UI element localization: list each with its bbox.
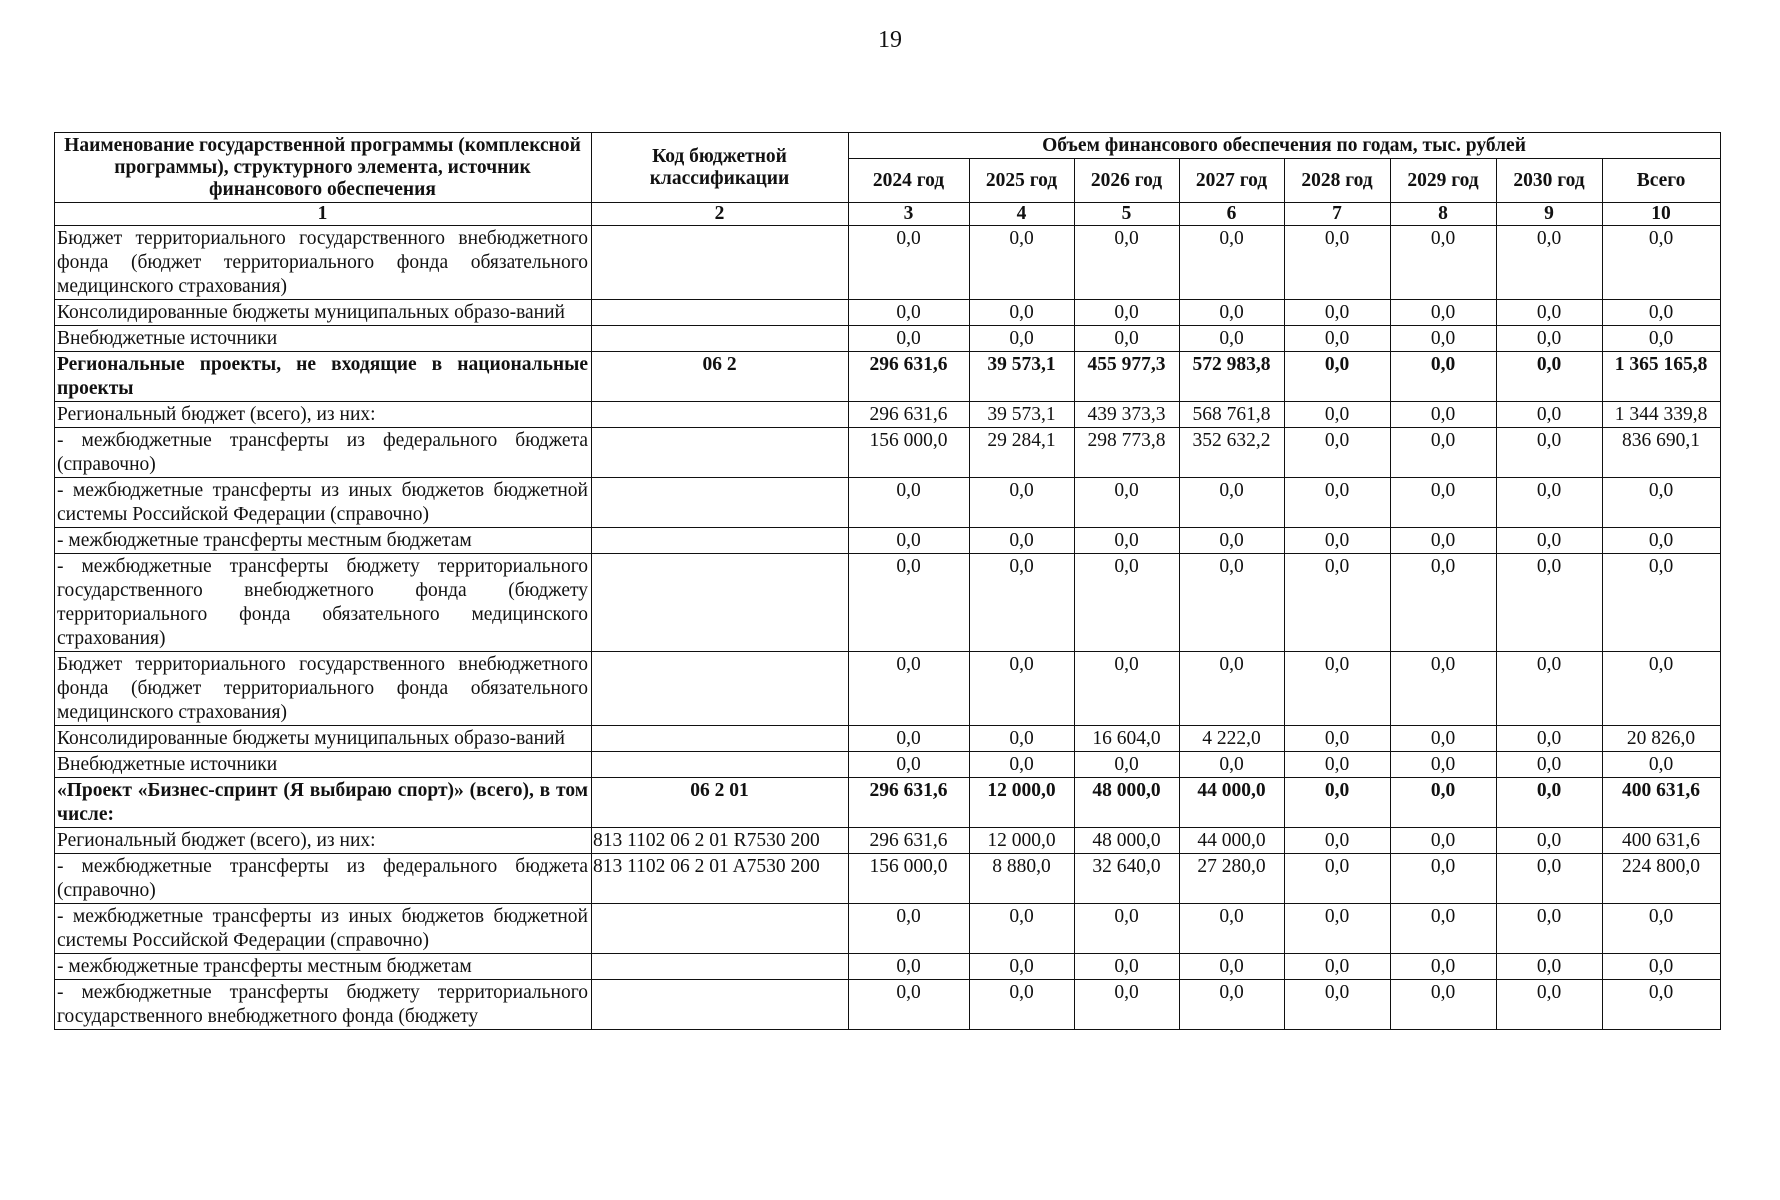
row-code: 06 2 01 (592, 778, 849, 828)
row-value: 0,0 (1391, 226, 1497, 300)
row-value: 0,0 (970, 554, 1075, 652)
row-value: 0,0 (1497, 778, 1603, 828)
header-year-2028: 2028 год (1285, 159, 1391, 203)
row-total: 1 365 165,8 (1603, 352, 1721, 402)
row-value: 39 573,1 (970, 402, 1075, 428)
row-value: 0,0 (849, 226, 970, 300)
row-value: 0,0 (1497, 402, 1603, 428)
row-value: 156 000,0 (849, 428, 970, 478)
column-number: 6 (1180, 203, 1285, 226)
row-value: 0,0 (1285, 352, 1391, 402)
row-value: 0,0 (1285, 854, 1391, 904)
row-name: Бюджет территориального государственного внебюджетного фонда (бюджет территориального фонда обязательного медицинского страхования) (55, 226, 592, 300)
row-name: - межбюджетные трансферты из федерального бюджета (справочно) (55, 428, 592, 478)
row-value: 12 000,0 (970, 828, 1075, 854)
row-value: 0,0 (1391, 300, 1497, 326)
row-value: 0,0 (1497, 428, 1603, 478)
table-row (55, 652, 1721, 726)
row-value: 0,0 (1075, 954, 1180, 980)
header-year-2026: 2026 год (1075, 159, 1180, 203)
row-value: 29 284,1 (970, 428, 1075, 478)
row-name: «Проект «Бизнес-спринт (Я выбираю спорт)» (всего), в том числе: (55, 778, 592, 828)
row-code (592, 554, 849, 652)
row-value: 0,0 (1497, 226, 1603, 300)
header-year-2027: 2027 год (1180, 159, 1285, 203)
row-value: 0,0 (1285, 428, 1391, 478)
row-code (592, 980, 849, 1030)
row-value: 0,0 (1285, 778, 1391, 828)
row-value: 39 573,1 (970, 352, 1075, 402)
row-value: 44 000,0 (1180, 828, 1285, 854)
row-value: 0,0 (1285, 478, 1391, 528)
row-value: 0,0 (970, 726, 1075, 752)
header-name: Наименование государственной программы (комплексной программы), структурного элемента, источник финансового обеспечения (55, 133, 592, 203)
column-number: 4 (970, 203, 1075, 226)
row-code (592, 326, 849, 352)
row-value: 298 773,8 (1075, 428, 1180, 478)
row-value: 0,0 (1497, 554, 1603, 652)
row-value: 0,0 (970, 326, 1075, 352)
row-value: 0,0 (1391, 980, 1497, 1030)
row-value: 0,0 (1075, 326, 1180, 352)
table-row (55, 352, 1721, 402)
column-number: 2 (592, 203, 849, 226)
row-total: 400 631,6 (1603, 828, 1721, 854)
row-name: Региональный бюджет (всего), из них: (55, 828, 592, 854)
table-row (55, 478, 1721, 528)
row-value: 0,0 (1075, 226, 1180, 300)
table-row (55, 752, 1721, 778)
row-value: 0,0 (1391, 352, 1497, 402)
row-value: 0,0 (1497, 954, 1603, 980)
header-volume: Объем финансового обеспечения по годам, тыс. рублей (849, 133, 1721, 159)
row-code (592, 226, 849, 300)
row-total: 0,0 (1603, 954, 1721, 980)
row-value: 0,0 (1285, 904, 1391, 954)
column-number: 9 (1497, 203, 1603, 226)
row-total: 0,0 (1603, 904, 1721, 954)
table-row (55, 980, 1721, 1030)
row-value: 0,0 (1497, 352, 1603, 402)
row-code (592, 726, 849, 752)
row-value: 0,0 (1497, 478, 1603, 528)
header-year-2024: 2024 год (849, 159, 970, 203)
row-value: 0,0 (1075, 980, 1180, 1030)
row-name: Внебюджетные источники (55, 326, 592, 352)
row-value: 0,0 (1285, 554, 1391, 652)
row-value: 0,0 (849, 904, 970, 954)
row-value: 0,0 (1391, 778, 1497, 828)
row-value: 0,0 (1391, 554, 1497, 652)
row-value: 0,0 (1497, 726, 1603, 752)
row-value: 0,0 (1180, 904, 1285, 954)
row-value: 0,0 (1391, 904, 1497, 954)
column-number: 7 (1285, 203, 1391, 226)
row-name: Региональный бюджет (всего), из них: (55, 402, 592, 428)
row-value: 0,0 (970, 652, 1075, 726)
financing-table (54, 132, 1721, 1030)
row-name: Консолидированные бюджеты муниципальных образо-ваний (55, 300, 592, 326)
row-name: Региональные проекты, не входящие в национальные проекты (55, 352, 592, 402)
row-value: 0,0 (1285, 980, 1391, 1030)
table-row (55, 226, 1721, 300)
row-total: 0,0 (1603, 326, 1721, 352)
header-code: Код бюджетной классификации (592, 133, 849, 203)
row-value: 0,0 (1075, 652, 1180, 726)
row-code (592, 528, 849, 554)
row-value: 0,0 (849, 326, 970, 352)
row-value: 296 631,6 (849, 402, 970, 428)
row-value: 0,0 (1497, 854, 1603, 904)
row-total: 20 826,0 (1603, 726, 1721, 752)
row-value: 0,0 (1075, 528, 1180, 554)
column-number: 8 (1391, 203, 1497, 226)
row-code (592, 954, 849, 980)
row-code (592, 752, 849, 778)
row-value: 0,0 (849, 752, 970, 778)
row-value: 572 983,8 (1180, 352, 1285, 402)
row-value: 0,0 (1180, 326, 1285, 352)
table-row (55, 528, 1721, 554)
row-value: 0,0 (849, 726, 970, 752)
row-code (592, 904, 849, 954)
row-total: 0,0 (1603, 752, 1721, 778)
row-value: 0,0 (1391, 528, 1497, 554)
row-code (592, 652, 849, 726)
row-total: 0,0 (1603, 980, 1721, 1030)
row-code (592, 300, 849, 326)
column-number: 3 (849, 203, 970, 226)
row-code: 813 1102 06 2 01 R7530 200 (592, 828, 849, 854)
header-total: Всего (1603, 159, 1721, 203)
column-number-row (55, 203, 1721, 226)
header-year-2025: 2025 год (970, 159, 1075, 203)
row-total: 0,0 (1603, 554, 1721, 652)
row-value: 0,0 (1391, 402, 1497, 428)
page-number: 19 (878, 27, 902, 53)
row-name: - межбюджетные трансферты бюджету территориального государственного внебюджетного фонда (бюджету (55, 980, 592, 1030)
row-value: 0,0 (970, 752, 1075, 778)
row-code (592, 428, 849, 478)
column-number: 1 (55, 203, 592, 226)
row-name: - межбюджетные трансферты из иных бюджетов бюджетной системы Российской Федерации (справочно) (55, 904, 592, 954)
row-total: 400 631,6 (1603, 778, 1721, 828)
row-code: 06 2 (592, 352, 849, 402)
row-value: 0,0 (1075, 300, 1180, 326)
row-value: 0,0 (1285, 326, 1391, 352)
row-value: 0,0 (970, 226, 1075, 300)
row-value: 0,0 (1497, 652, 1603, 726)
row-value: 0,0 (1180, 528, 1285, 554)
row-value: 0,0 (1391, 478, 1497, 528)
row-value: 0,0 (849, 478, 970, 528)
row-value: 0,0 (1497, 752, 1603, 778)
row-value: 156 000,0 (849, 854, 970, 904)
row-code (592, 402, 849, 428)
row-total: 224 800,0 (1603, 854, 1721, 904)
row-total: 0,0 (1603, 300, 1721, 326)
row-value: 0,0 (849, 300, 970, 326)
row-value: 0,0 (849, 954, 970, 980)
row-value: 0,0 (1285, 300, 1391, 326)
row-code: 813 1102 06 2 01 A7530 200 (592, 854, 849, 904)
row-name: - межбюджетные трансферты бюджету территориального государственного внебюджетного фонда (бюджету территориального фонда обязательного медицинского страхования) (55, 554, 592, 652)
header-year-2029: 2029 год (1391, 159, 1497, 203)
row-total: 0,0 (1603, 528, 1721, 554)
row-value: 0,0 (1285, 828, 1391, 854)
row-total: 0,0 (1603, 478, 1721, 528)
row-value: 48 000,0 (1075, 778, 1180, 828)
column-number: 5 (1075, 203, 1180, 226)
table-row (55, 854, 1721, 904)
row-name: - межбюджетные трансферты местным бюджетам (55, 954, 592, 980)
row-total: 0,0 (1603, 652, 1721, 726)
row-value: 0,0 (849, 554, 970, 652)
row-value: 0,0 (1391, 854, 1497, 904)
row-value: 0,0 (1497, 980, 1603, 1030)
row-name: - межбюджетные трансферты из федерального бюджета (справочно) (55, 854, 592, 904)
row-value: 0,0 (970, 300, 1075, 326)
row-value: 0,0 (1285, 752, 1391, 778)
row-value: 32 640,0 (1075, 854, 1180, 904)
row-value: 296 631,6 (849, 778, 970, 828)
row-value: 8 880,0 (970, 854, 1075, 904)
row-name: Бюджет территориального государственного внебюджетного фонда (бюджет территориального фонда обязательного медицинского страхования) (55, 652, 592, 726)
row-value: 0,0 (849, 980, 970, 1030)
row-value: 0,0 (1391, 428, 1497, 478)
column-number: 10 (1603, 203, 1721, 226)
row-name: Консолидированные бюджеты муниципальных образо-ваний (55, 726, 592, 752)
table-row (55, 554, 1721, 652)
table-header (55, 133, 1721, 226)
table-row (55, 726, 1721, 752)
row-value: 0,0 (1391, 326, 1497, 352)
table-row (55, 428, 1721, 478)
table-body (55, 226, 1721, 1030)
row-value: 0,0 (970, 478, 1075, 528)
row-value: 0,0 (970, 954, 1075, 980)
row-value: 0,0 (1180, 300, 1285, 326)
row-value: 455 977,3 (1075, 352, 1180, 402)
row-value: 0,0 (1497, 326, 1603, 352)
table-row (55, 904, 1721, 954)
row-code (592, 478, 849, 528)
row-value: 296 631,6 (849, 828, 970, 854)
row-name: - межбюджетные трансферты местным бюджетам (55, 528, 592, 554)
row-value: 0,0 (1180, 652, 1285, 726)
row-value: 0,0 (1391, 652, 1497, 726)
row-value: 0,0 (1075, 554, 1180, 652)
table-row (55, 778, 1721, 828)
row-value: 48 000,0 (1075, 828, 1180, 854)
row-value: 0,0 (1391, 954, 1497, 980)
row-value: 0,0 (1285, 226, 1391, 300)
row-value: 0,0 (849, 652, 970, 726)
row-value: 439 373,3 (1075, 402, 1180, 428)
row-value: 0,0 (1180, 478, 1285, 528)
table-row (55, 300, 1721, 326)
row-value: 27 280,0 (1180, 854, 1285, 904)
row-value: 0,0 (1497, 904, 1603, 954)
row-value: 0,0 (1180, 554, 1285, 652)
row-value: 0,0 (1180, 980, 1285, 1030)
row-value: 352 632,2 (1180, 428, 1285, 478)
row-value: 0,0 (1391, 726, 1497, 752)
row-value: 0,0 (1285, 402, 1391, 428)
row-value: 4 222,0 (1180, 726, 1285, 752)
row-value: 0,0 (1285, 528, 1391, 554)
row-value: 0,0 (1285, 726, 1391, 752)
row-value: 12 000,0 (970, 778, 1075, 828)
table-row (55, 954, 1721, 980)
row-value: 568 761,8 (1180, 402, 1285, 428)
row-value: 0,0 (849, 528, 970, 554)
table-row (55, 326, 1721, 352)
row-value: 0,0 (1180, 954, 1285, 980)
row-value: 0,0 (1391, 828, 1497, 854)
row-value: 0,0 (1075, 478, 1180, 528)
header-year-2030: 2030 год (1497, 159, 1603, 203)
row-value: 0,0 (1180, 752, 1285, 778)
row-total: 1 344 339,8 (1603, 402, 1721, 428)
row-value: 0,0 (1075, 752, 1180, 778)
row-value: 16 604,0 (1075, 726, 1180, 752)
row-value: 0,0 (1497, 828, 1603, 854)
row-value: 0,0 (1075, 904, 1180, 954)
row-total: 836 690,1 (1603, 428, 1721, 478)
row-value: 0,0 (970, 904, 1075, 954)
table-row (55, 402, 1721, 428)
row-value: 0,0 (1497, 300, 1603, 326)
row-value: 0,0 (1497, 528, 1603, 554)
row-value: 0,0 (970, 528, 1075, 554)
row-value: 296 631,6 (849, 352, 970, 402)
row-value: 0,0 (1391, 752, 1497, 778)
row-value: 0,0 (1285, 954, 1391, 980)
row-name: - межбюджетные трансферты из иных бюджетов бюджетной системы Российской Федерации (справочно) (55, 478, 592, 528)
row-value: 0,0 (1285, 652, 1391, 726)
row-value: 0,0 (970, 980, 1075, 1030)
table-row (55, 828, 1721, 854)
row-value: 44 000,0 (1180, 778, 1285, 828)
row-total: 0,0 (1603, 226, 1721, 300)
row-name: Внебюджетные источники (55, 752, 592, 778)
row-value: 0,0 (1180, 226, 1285, 300)
